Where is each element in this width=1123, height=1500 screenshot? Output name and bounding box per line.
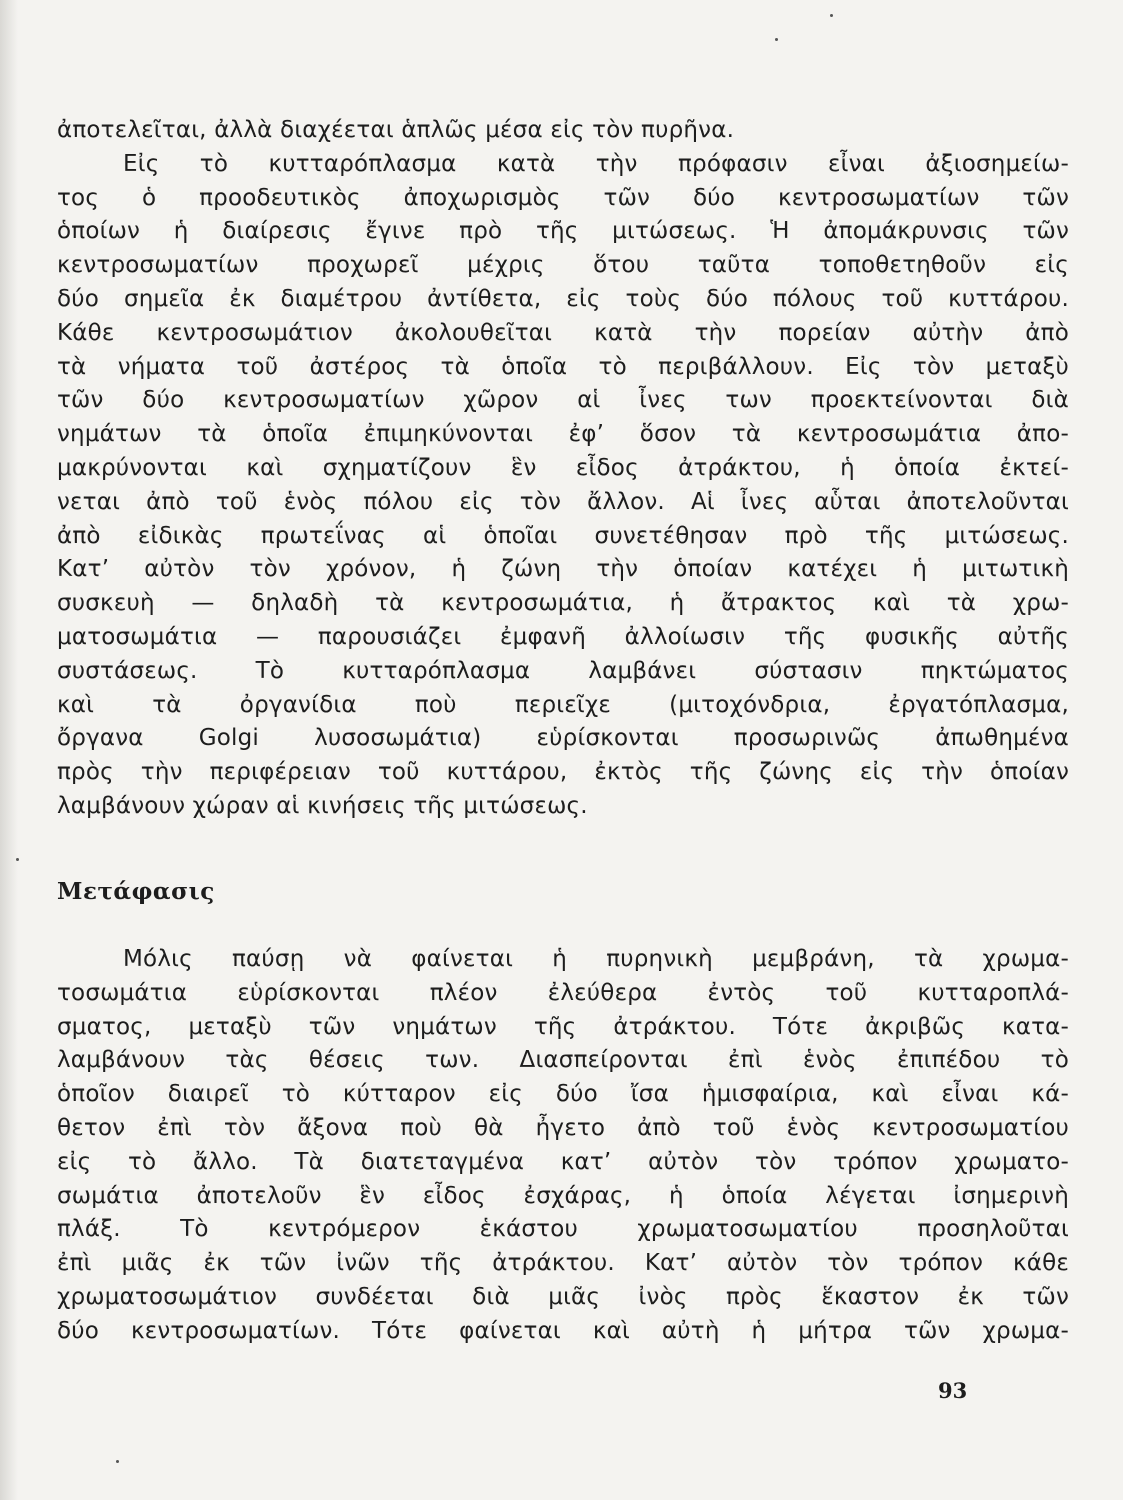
text-line: ὁποίων ἡ διαίρεσις ἔγινε πρὸ τῆς μιτώσεως. Ἡ ἀπομάκρυνσις τῶν [57,218,1069,245]
scan-speck [116,1460,119,1463]
text-line: κεντροσωματίων προχωρεῖ μέχρις ὅτου ταῦτα τοποθετηθοῦν εἰς [57,252,1069,279]
text-line: ἀπὸ εἰδικὰς πρωτεΐνας αἱ ὁποῖαι συνετέθησαν πρὸ τῆς μιτώσεως. [57,522,1069,549]
text-line: τῶν δύο κεντροσωματίων χῶρον αἱ ἶνες των προεκτείνονται διὰ [57,387,1069,414]
section-heading: Μετάφασις [57,878,215,905]
text-line: ἐπὶ μιᾶς ἐκ τῶν ἰνῶν τῆς ἀτράκτου. Κατ’ αὐτὸν τὸν τρόπον κάθε [57,1250,1069,1277]
text-line: σωμάτια ἀποτελοῦν ἓν εἶδος ἐσχάρας, ἡ ὁποία λέγεται ἰσημερινὴ [57,1182,1069,1209]
text-line: θετον ἐπὶ τὸν ἄξονα ποὺ θὰ ἦγετο ἀπὸ τοῦ ἑνὸς κεντροσωματίου [57,1114,1069,1141]
text-line: Κάθε κεντροσωμάτιον ἀκολουθεῖται κατὰ τὴν πορείαν αὐτὴν ἀπὸ [57,319,1069,346]
text-line: τοσωμάτια εὑρίσκονται πλέον ἐλεύθερα ἐντὸς τοῦ κυτταροπλά- [57,979,1069,1006]
text-line: Κατ’ αὐτὸν τὸν χρόνον, ἡ ζώνη τὴν ὁποίαν κατέχει ἡ μιτωτικὴ [57,556,1069,583]
body-text-section-1 [57,114,1069,824]
text-line: τὰ νήματα τοῦ ἀστέρος τὰ ὁποῖα τὸ περιβάλλουν. Εἰς τὸν μεταξὺ [57,353,1069,380]
text-line: καὶ τὰ ὀργανίδια ποὺ περιεῖχε (μιτοχόνδρια, ἐργατόπλασμα, [57,691,1069,718]
text-line: σματος, μεταξὺ τῶν νημάτων τῆς ἀτράκτου. Τότε ἀκριβῶς κατα- [57,1013,1069,1040]
text-line: συστάσεως. Τὸ κυτταρόπλασμα λαμβάνει σύστασιν πηκτώματος [57,657,1069,684]
text-line: μακρύνονται καὶ σχηματίζουν ἓν εἶδος ἀτράκτου, ἡ ὁποία ἐκτεί- [57,454,1069,481]
scan-speck [16,858,19,861]
text-line: πρὸς τὴν περιφέρειαν τοῦ κυττάρου, ἐκτὸς τῆς ζώνης εἰς τὴν ὁποίαν [57,759,1069,786]
text-line: λαμβάνουν τὰς θέσεις των. Διασπείρονται ἐπὶ ἑνὸς ἐπιπέδου τὸ [57,1047,1069,1074]
body-text-section-2 [57,943,1069,1349]
text-line: ματοσωμάτια — παρουσιάζει ἐμφανῆ ἀλλοίωσιν τῆς φυσικῆς αὐτῆς [57,623,1069,650]
text-line: πλάξ. Τὸ κεντρόμερον ἑκάστου χρωματοσωματίου προσηλοῦται [57,1216,1069,1243]
scan-speck [830,14,833,17]
text-line: ὄργανα Golgi λυσοσωμάτια) εὑρίσκονται προσωρινῶς ἀπωθημένα [57,725,1069,752]
text-line: ὁποῖον διαιρεῖ τὸ κύτταρον εἰς δύο ἴσα ἡμισφαίρια, καὶ εἶναι κά- [57,1081,1069,1108]
scan-speck [775,38,778,41]
page-number: 93 [938,1378,968,1403]
text-line: λαμβάνουν χώραν αἱ κινήσεις τῆς μιτώσεως. [57,792,588,819]
text-line: χρωματοσωμάτιον συνδέεται διὰ μιᾶς ἰνὸς πρὸς ἕκαστον ἐκ τῶν [57,1283,1069,1310]
text-line: δύο σημεῖα ἐκ διαμέτρου ἀντίθετα, εἰς τοὺς δύο πόλους τοῦ κυττάρου. [57,285,1069,312]
text-line: νεται ἀπὸ τοῦ ἑνὸς πόλου εἰς τὸν ἄλλον. Αἱ ἶνες αὗται ἀποτελοῦνται [57,488,1069,515]
scan-edge-shadow [0,0,18,1500]
text-line: Εἰς τὸ κυτταρόπλασμα κατὰ τὴν πρόφασιν εἶναι ἀξιοσημείω- [123,150,1069,177]
text-line: ἀποτελεῖται, ἀλλὰ διαχέεται ἁπλῶς μέσα εἰς τὸν πυρῆνα. [57,117,735,143]
text-line: εἰς τὸ ἄλλο. Τὰ διατεταγμένα κατ’ αὐτὸν τὸν τρόπον χρωματο- [57,1148,1069,1175]
text-line: τος ὁ προοδευτικὸς ἀποχωρισμὸς τῶν δύο κεντροσωματίων τῶν [57,184,1069,211]
text-line: Μόλις παύσῃ νὰ φαίνεται ἡ πυρηνικὴ μεμβράνη, τὰ χρωμα- [123,946,1069,972]
text-line: δύο κεντροσωματίων. Τότε φαίνεται καὶ αὐτὴ ἡ μήτρα τῶν χρωμα- [57,1317,1069,1344]
text-line: νημάτων τὰ ὁποῖα ἐπιμηκύνονται ἐφ’ ὅσον τὰ κεντροσωμάτια ἀπο- [57,421,1069,448]
text-line: συσκευὴ — δηλαδὴ τὰ κεντροσωμάτια, ἡ ἄτρακτος καὶ τὰ χρω- [57,590,1069,617]
